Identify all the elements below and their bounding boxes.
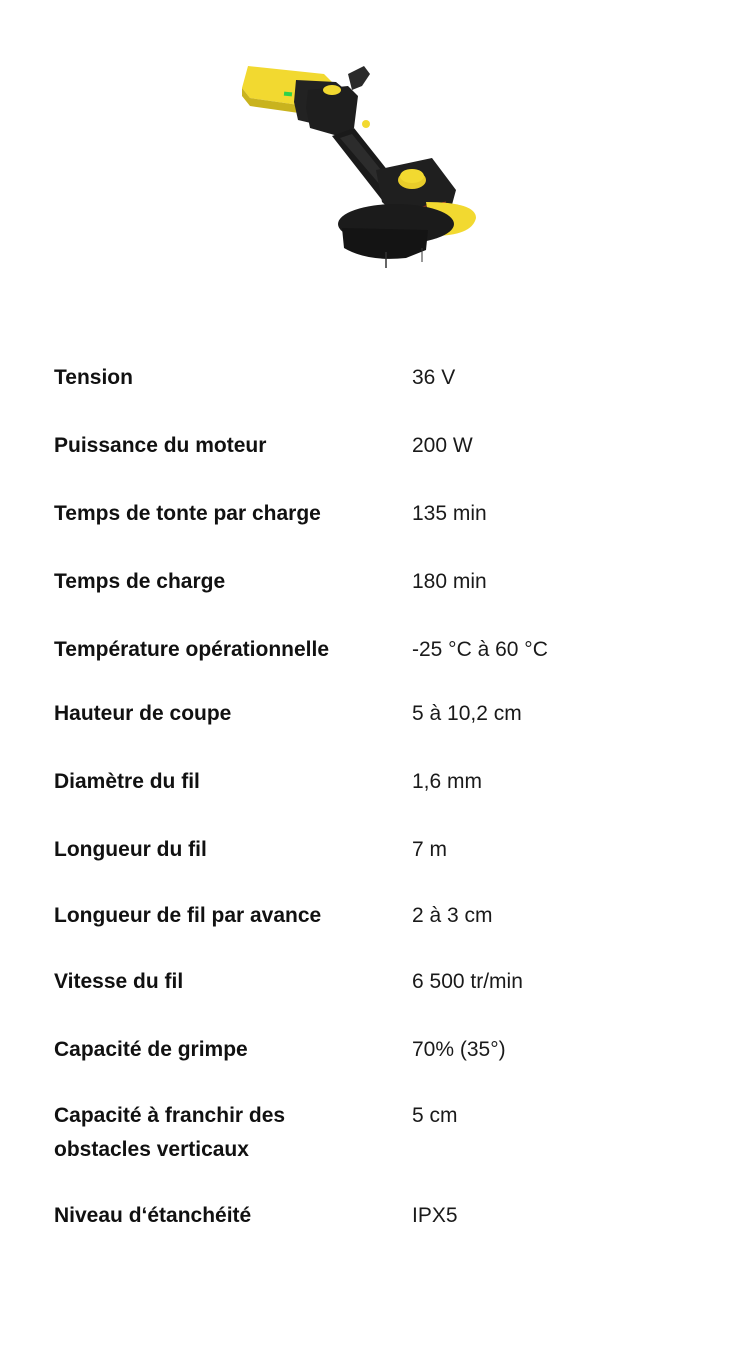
spec-label: Temps de charge bbox=[54, 570, 226, 593]
spec-row-line-diameter bbox=[54, 765, 714, 799]
spec-value: 2 à 3 cm bbox=[412, 904, 493, 927]
spec-value: IPX5 bbox=[412, 1204, 458, 1227]
spec-value: 1,6 mm bbox=[412, 770, 483, 793]
spec-label: Capacité à franchir des obstacles verticaux bbox=[54, 1104, 286, 1161]
spec-label: Diamètre du fil bbox=[54, 770, 200, 793]
spec-label: Puissance du moteur bbox=[54, 434, 267, 457]
spec-label: Tension bbox=[54, 366, 133, 389]
spec-value: 36 V bbox=[412, 366, 456, 389]
spec-value: 200 W bbox=[412, 434, 473, 457]
spec-row-climbing-capacity bbox=[54, 1033, 714, 1067]
spec-label: Niveau d‘étanchéité bbox=[54, 1204, 252, 1227]
spec-row-charge-time bbox=[54, 565, 714, 599]
spec-label: Vitesse du fil bbox=[54, 970, 184, 993]
spec-label: Longueur de fil par avance bbox=[54, 904, 322, 927]
spec-value: 70% (35°) bbox=[412, 1038, 506, 1061]
spec-label: Temps de tonte par charge bbox=[54, 502, 321, 525]
spec-row-mowing-time bbox=[54, 497, 714, 531]
spec-row-line-speed bbox=[54, 965, 714, 999]
spec-row-motor-power bbox=[54, 429, 714, 463]
trimmer-robot-icon bbox=[236, 52, 486, 270]
spec-value: 6 500 tr/min bbox=[412, 970, 523, 993]
spec-row-line-length bbox=[54, 833, 714, 867]
spec-row-operating-temperature bbox=[54, 633, 714, 667]
spec-value: -25 °C à 60 °C bbox=[412, 638, 548, 661]
spec-value: 5 à 10,2 cm bbox=[412, 702, 522, 725]
spec-row-line-feed-length bbox=[54, 899, 714, 933]
spec-label: Température opérationnelle bbox=[54, 638, 330, 661]
product-image bbox=[236, 52, 486, 270]
spec-row-vertical-obstacle bbox=[54, 1099, 714, 1167]
spec-value: 135 min bbox=[412, 502, 487, 525]
spec-label: Hauteur de coupe bbox=[54, 702, 232, 725]
spec-label: Capacité de grimpe bbox=[54, 1038, 248, 1061]
spec-label: Longueur du fil bbox=[54, 838, 207, 861]
spec-row-cutting-height bbox=[54, 697, 714, 731]
spec-row-tension bbox=[54, 361, 714, 395]
spec-value: 5 cm bbox=[412, 1104, 458, 1127]
spec-row-waterproof-rating bbox=[54, 1199, 714, 1233]
spec-value: 7 m bbox=[412, 838, 448, 861]
spec-value: 180 min bbox=[412, 570, 487, 593]
